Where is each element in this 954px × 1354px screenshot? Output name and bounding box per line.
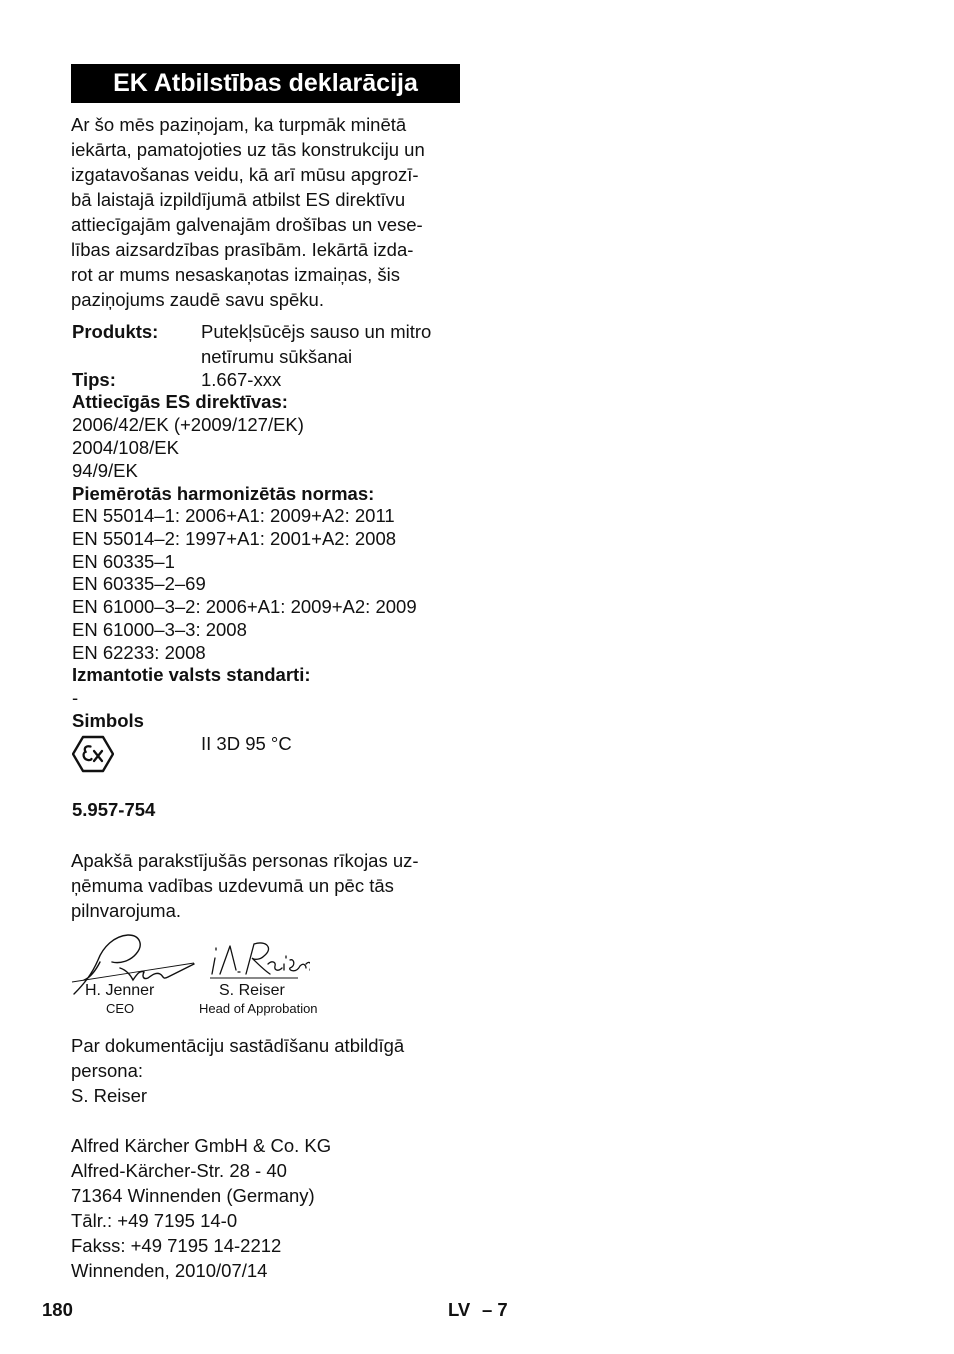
signatory-line: ņēmuma vadības uzdevumā un pēc tās (71, 875, 394, 896)
norm-item: EN 60335–1 (72, 551, 175, 572)
intro-line: paziņojums zaudē savu spēku. (71, 289, 324, 310)
directive-item: 2004/108/EK (72, 437, 179, 458)
signer-role: Head of Approbation (199, 1001, 318, 1016)
intro-line: rot ar mums nesaskaņotas izmaiņas, šis (71, 264, 401, 285)
product-label: Produkts: (72, 321, 159, 342)
intro-line: attiecīgajām galvenajām drošības un vese- (71, 214, 423, 235)
part-number: 5.957-754 (72, 799, 156, 820)
type-label: Tips: (72, 369, 116, 390)
intro-line: lības aizsardzības prasībām. Iekārtā izda- (71, 239, 414, 260)
intro-line: Ar šo mēs paziņojam, ka turpmāk minētā (71, 114, 407, 135)
national-standards-value: - (72, 687, 79, 708)
norm-item: EN 61000–3–3: 2008 (72, 619, 247, 640)
address-line: Tālr.: +49 7195 14-0 (71, 1210, 238, 1231)
symbol-heading: Simbols (72, 710, 144, 731)
intro-line: bā laistajā izpildījumā atbilst ES direktīvu (71, 189, 406, 210)
directive-item: 2006/42/EK (+2009/127/EK) (72, 414, 304, 435)
page-title: EK Atbilstības deklarācija (71, 64, 460, 103)
sub-page-number: – 7 (482, 1299, 508, 1320)
norm-item: EN 55014–2: 1997+A1: 2001+A2: 2008 (72, 528, 397, 549)
signatory-line: Apakšā parakstījušās personas rīkojas uz- (71, 850, 419, 871)
signer-role: CEO (106, 1001, 135, 1016)
intro-line: iekārta, pamatojoties uz tās konstrukciju un (71, 139, 425, 160)
intro-paragraph (71, 112, 466, 312)
ex-explosion-protection-icon (72, 735, 114, 773)
signer-name: H. Jenner (85, 982, 155, 999)
product-value-line: netīrumu sūkšanai (201, 346, 353, 367)
product-value-line: Putekļsūcējs sauso un mitro (201, 321, 432, 342)
address-line: Alfred-Kärcher-Str. 28 - 40 (71, 1160, 287, 1181)
symbol-value: II 3D 95 °C (201, 733, 292, 754)
signer-name: S. Reiser (219, 982, 285, 999)
address-line: 71364 Winnenden (Germany) (71, 1185, 315, 1206)
norm-item: EN 61000–3–2: 2006+A1: 2009+A2: 2009 (72, 596, 417, 617)
directives-heading: Attiecīgās ES direktīvas: (72, 391, 288, 412)
norms-heading: Piemērotās harmonizētās normas: (72, 483, 375, 504)
documentation-line: persona: (71, 1060, 143, 1081)
norm-item: EN 55014–1: 2006+A1: 2009+A2: 2011 (72, 505, 395, 526)
signatory-paragraph (71, 848, 466, 923)
directive-item: 94/9/EK (72, 460, 138, 481)
signatory-line: pilnvarojuma. (71, 900, 182, 921)
company-address (71, 1133, 466, 1283)
type-value: 1.667-xxx (201, 369, 282, 390)
documentation-line: S. Reiser (71, 1085, 148, 1106)
address-line: Winnenden, 2010/07/14 (71, 1260, 268, 1281)
address-line: Fakss: +49 7195 14-2212 (71, 1235, 282, 1256)
address-line: Alfred Kärcher GmbH & Co. KG (71, 1135, 332, 1156)
intro-line: izgatavošanas veidu, kā arī mūsu apgrozī- (71, 164, 419, 185)
documentation-line: Par dokumentāciju sastādīšanu atbildīgā (71, 1035, 405, 1056)
norm-item: EN 60335–2–69 (72, 573, 206, 594)
documentation-responsible (71, 1033, 466, 1108)
page-number: 180 (42, 1299, 73, 1320)
language-label: LV (448, 1299, 471, 1320)
norm-item: EN 62233: 2008 (72, 642, 206, 663)
national-standards-heading: Izmantotie valsts standarti: (72, 664, 311, 685)
